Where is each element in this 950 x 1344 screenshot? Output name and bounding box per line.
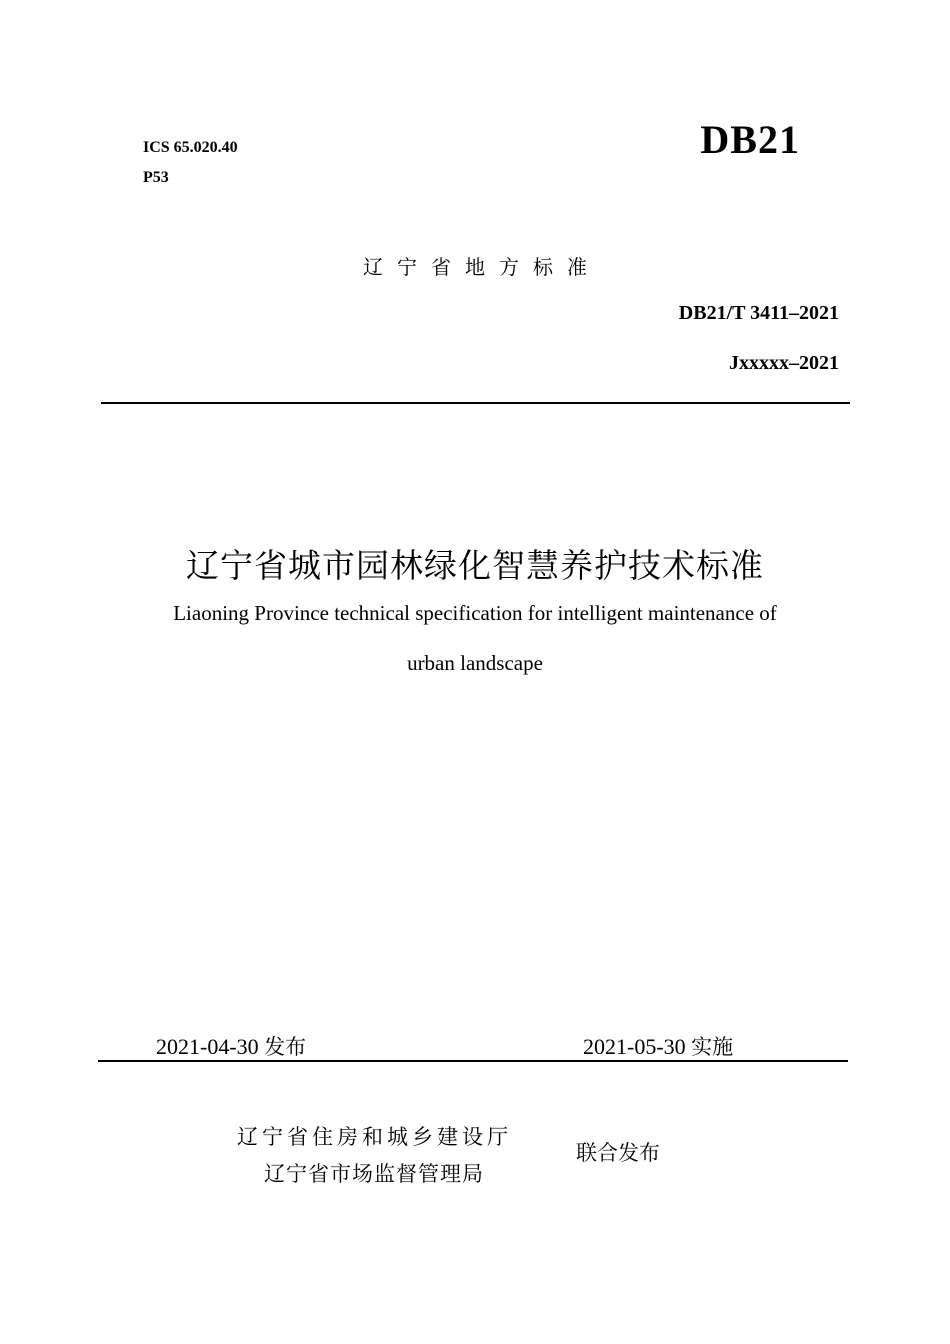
implement-label: 实施 [691, 1035, 734, 1059]
db-code: DB21 [700, 117, 800, 162]
record-number: Jxxxxx–2021 [729, 352, 839, 374]
standard-number: DB21/T 3411–2021 [678, 302, 839, 324]
classification-code: P53 [143, 169, 169, 186]
title-chinese: 辽宁省城市园林绿化智慧养护技术标准 [186, 546, 764, 585]
title-english-line2: urban landscape [407, 651, 543, 675]
issue-date-block [156, 1031, 306, 1061]
standard-type: 辽宁省地方标准 [363, 255, 601, 279]
implement-date: 2021-05-30 [583, 1034, 686, 1059]
issue-date: 2021-04-30 [156, 1034, 259, 1059]
top-divider [101, 402, 850, 404]
joint-issue-label: 联合发布 [576, 1141, 660, 1165]
implement-date-block [583, 1031, 733, 1061]
ics-code: ICS 65.020.40 [143, 139, 238, 156]
bottom-divider [98, 1060, 848, 1062]
title-english-line1: Liaoning Province technical specification for intelligent maintenance of [173, 601, 777, 625]
issue-label: 发布 [264, 1035, 307, 1059]
issuer-market-regulation: 辽宁省市场监督管理局 [264, 1162, 484, 1186]
issuer-housing-department: 辽宁省住房和城乡建设厅 [237, 1125, 512, 1149]
